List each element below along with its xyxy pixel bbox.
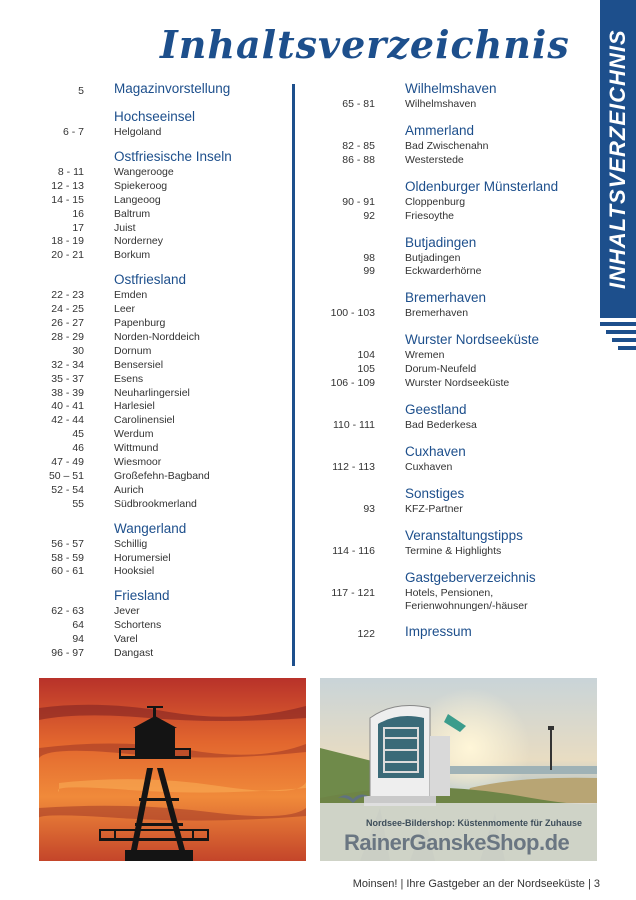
toc-page-number: 114 - 116 <box>332 544 375 557</box>
toc-page-number: 112 - 113 <box>332 460 375 473</box>
toc-entry-label: Hotels, Pensionen, <box>405 586 494 599</box>
toc-entry-label: Leer <box>114 303 136 316</box>
toc-entry-label: Dorum-Neufeld <box>405 363 477 376</box>
toc-entry-label: Bad Bederkesa <box>405 418 477 431</box>
toc-section-heading: Ammerland <box>405 122 475 138</box>
toc-entry-label: Wremen <box>405 349 445 362</box>
toc-entry-label: Ferienwohnungen/-häuser <box>405 600 528 613</box>
toc-entry-label: Großefehn-Bagband <box>114 469 210 482</box>
toc-page-number: 117 - 121 <box>331 586 375 599</box>
toc-section-heading: Bremerhaven <box>405 290 487 306</box>
toc-page-number: 96 - 97 <box>51 647 84 659</box>
side-label: INHALTSVERZEICHNIS <box>605 29 630 289</box>
toc-page-number: 8 - 11 <box>57 165 84 178</box>
toc-page-number: 104 <box>357 349 375 362</box>
toc-page-number: 17 <box>72 221 84 234</box>
toc-entry-label: Dangast <box>114 647 154 659</box>
toc-page-number: 82 - 85 <box>342 139 375 152</box>
toc-entry-label: Norderney <box>114 235 164 248</box>
toc-entry-label: Hooksiel <box>114 565 155 578</box>
toc-entry-label: Cloppenburg <box>405 195 466 208</box>
toc-page-number: 32 - 34 <box>51 358 84 371</box>
toc-entry-label: Emden <box>114 289 148 302</box>
toc-entry-label: Harlesiel <box>114 400 155 413</box>
toc-section-heading: Veranstaltungstipps <box>405 527 523 543</box>
toc-entry-label: Westerstede <box>405 153 464 166</box>
toc-entry-label: Helgoland <box>114 126 162 138</box>
toc-page-number: 40 - 41 <box>51 400 84 413</box>
toc-page-number: 105 <box>357 363 375 376</box>
toc-section-heading: Ostfriesische Inseln <box>114 148 232 164</box>
side-tab <box>600 0 636 318</box>
toc-page-number: 50 – 51 <box>48 469 84 482</box>
toc-page-number: 98 <box>363 251 375 264</box>
toc-section-heading: Butjadingen <box>405 234 477 250</box>
toc-page-number: 100 - 103 <box>330 307 375 320</box>
lighthouse-image <box>39 678 306 861</box>
toc-entry-label: KFZ-Partner <box>405 502 463 515</box>
toc-section-heading: Friesland <box>114 588 170 604</box>
toc-section-heading: Cuxhaven <box>405 443 466 459</box>
toc-page-number: 22 - 23 <box>51 289 84 302</box>
toc-entry-label: Wangerooge <box>114 165 174 178</box>
toc-page-number: 38 - 39 <box>51 386 84 399</box>
toc-page-number: 26 - 27 <box>51 317 84 329</box>
toc-page-number: 30 <box>72 344 84 357</box>
toc-entry-label: Wilhelmshaven <box>405 98 477 110</box>
toc-closing-heading: Impressum <box>405 624 472 640</box>
toc-page-number: 28 - 29 <box>51 330 84 343</box>
side-stripe <box>618 346 636 350</box>
toc-entry-label: Butjadingen <box>405 251 461 264</box>
toc-page-number: 18 - 19 <box>51 235 84 248</box>
toc-page-number: 47 - 49 <box>51 456 84 468</box>
toc-entry-label: Bad Zwischenahn <box>405 139 489 152</box>
toc-intro-heading: Magazinvorstellung <box>114 81 231 96</box>
toc-entry-label: Spiekeroog <box>114 179 168 192</box>
toc-page-number: 92 <box>363 209 375 222</box>
toc-entry-label: Dornum <box>114 344 152 357</box>
toc-entry-label: Schillig <box>114 537 148 550</box>
toc-page-number: 110 - 111 <box>332 418 375 431</box>
side-stripe <box>612 338 636 342</box>
shop-caption-big: RainerGanskeShop.de <box>344 830 570 855</box>
toc-page-number: 93 <box>363 502 375 515</box>
toc-entry-label: Horumersiel <box>114 551 171 564</box>
toc-entry-label: Varel <box>114 633 138 646</box>
toc-section-heading: Hochseeinsel <box>114 109 196 124</box>
toc-page-number: 5 <box>78 85 84 97</box>
toc-page-number: 56 - 57 <box>51 537 84 550</box>
toc-page-number: 62 - 63 <box>51 605 84 618</box>
toc-page-number: 16 <box>72 207 84 220</box>
toc-entry-label: Jever <box>114 605 140 618</box>
toc-page-number: 20 - 21 <box>51 249 84 262</box>
toc-page-number: 6 - 7 <box>62 126 84 138</box>
side-stripe <box>606 330 636 334</box>
toc-entry-label: Papenburg <box>114 317 166 329</box>
page-title: Inhaltsverzeichnis <box>160 22 570 67</box>
toc-entry-label: Juist <box>114 221 136 234</box>
toc-entry-label: Wurster Nordseeküste <box>405 377 510 389</box>
toc-page-number: 58 - 59 <box>51 551 84 564</box>
seagull-icon <box>338 792 368 806</box>
toc-section-heading: Gastgeberverzeichnis <box>405 569 536 585</box>
toc-entry-label: Bensersiel <box>114 358 164 371</box>
toc-page-number: 24 - 25 <box>51 303 84 316</box>
toc-page-number: 99 <box>363 265 375 278</box>
toc-page-number: 94 <box>72 633 84 646</box>
toc-page-number: 42 - 44 <box>51 414 84 427</box>
toc-page-number: 35 - 37 <box>51 372 84 385</box>
toc-entry-label: Bremerhaven <box>405 307 469 320</box>
toc-page-number: 55 <box>72 497 84 510</box>
toc-entry-label: Wiesmoor <box>114 456 162 468</box>
toc-section-heading: Wurster Nordseeküste <box>405 332 540 348</box>
toc-page-number: 12 - 13 <box>51 179 84 192</box>
toc-entry-label: Borkum <box>114 249 151 262</box>
toc-page-number: 14 - 15 <box>51 193 84 206</box>
toc-entry-label: Schortens <box>114 619 162 632</box>
toc-entry-label: Langeoog <box>114 193 161 206</box>
toc-page-number: 64 <box>72 619 84 632</box>
toc-page-number: 86 - 88 <box>342 153 375 166</box>
toc-entry-label: Norden-Norddeich <box>114 330 200 343</box>
column-divider <box>292 84 295 666</box>
toc-page-number: 106 - 109 <box>330 377 375 389</box>
toc-section-heading: Sonstiges <box>405 485 465 501</box>
toc-entry-label: Esens <box>114 372 144 385</box>
toc-entry-label: Baltrum <box>114 207 151 220</box>
toc-section-heading: Oldenburger Münsterland <box>405 178 559 194</box>
toc-entry-label: Neuharlingersiel <box>114 386 190 399</box>
toc-page-number: 52 - 54 <box>51 483 84 496</box>
toc-page-number: 90 - 91 <box>342 195 375 208</box>
side-stripe <box>600 322 636 326</box>
toc-entry-label: Termine & Highlights <box>405 544 502 557</box>
toc-section-heading: Wilhelmshaven <box>405 81 497 96</box>
toc-entry-label: Aurich <box>114 483 144 496</box>
toc-entry-label: Friesoythe <box>405 209 455 222</box>
toc-section-heading: Geestland <box>405 401 467 417</box>
toc-section-heading: Wangerland <box>114 520 187 536</box>
toc-entry-label: Werdum <box>114 428 154 441</box>
toc-page-number: 60 - 61 <box>51 565 84 578</box>
toc-page-number: 45 <box>72 428 84 441</box>
toc-page-number: 122 <box>357 628 375 641</box>
lighthouse-photo <box>39 678 306 861</box>
toc-entry-label: Südbrookmerland <box>114 497 197 510</box>
beach-chair-photo <box>320 678 597 861</box>
toc-entry-label: Eckwarderhörne <box>405 265 482 278</box>
toc-entry-label: Carolinensiel <box>114 414 175 427</box>
page-footer: Moinsen! | Ihre Gastgeber an der Nordseeküste | 3 <box>352 878 600 890</box>
toc-page-number: 46 <box>72 442 84 455</box>
toc-entry-label: Wittmund <box>114 442 159 455</box>
toc-page-number: 65 - 81 <box>342 98 375 110</box>
toc-entry-label: Cuxhaven <box>405 460 453 473</box>
shop-caption-small: Nordsee-Bildershop: Küstenmomente für Zuhause <box>366 818 583 828</box>
toc-section-heading: Ostfriesland <box>114 272 187 288</box>
